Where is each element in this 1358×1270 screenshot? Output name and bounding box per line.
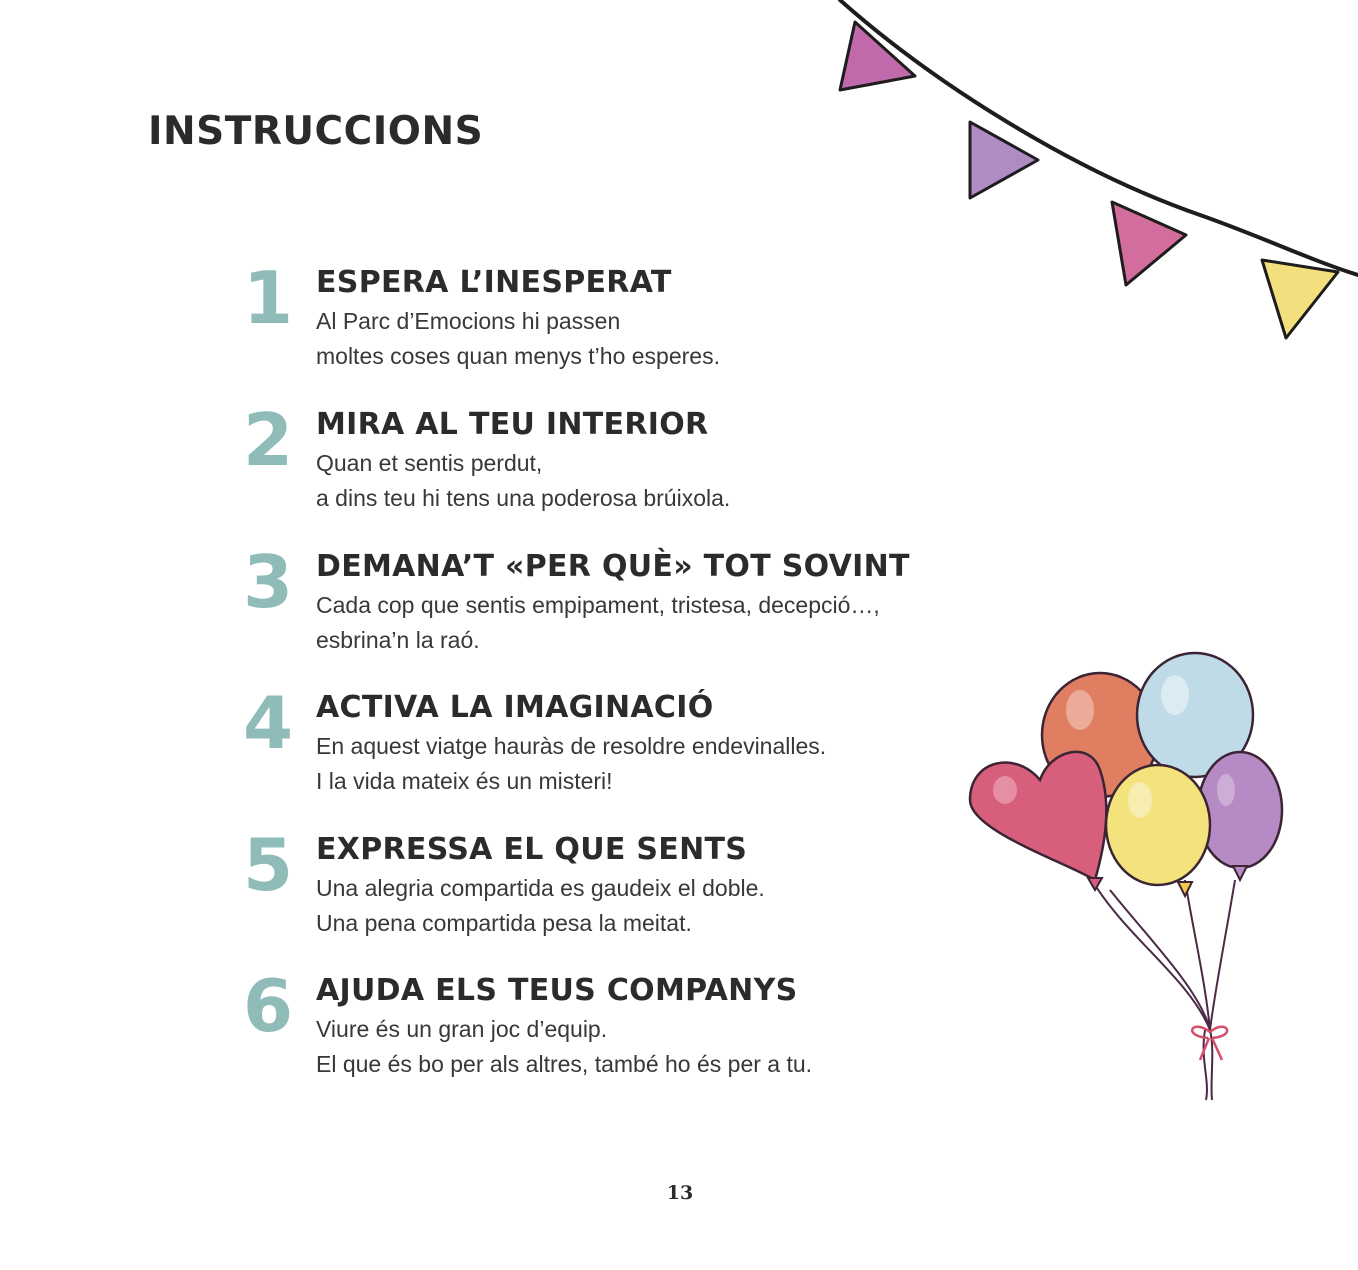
balloon-bunch-icon bbox=[960, 640, 1300, 1110]
step-text-line: esbrina’n la raó. bbox=[316, 627, 480, 653]
step-number: 2 bbox=[242, 398, 294, 482]
step-number: 1 bbox=[242, 256, 294, 340]
step-number: 3 bbox=[242, 540, 294, 624]
step-number: 4 bbox=[242, 681, 294, 765]
instruction-step bbox=[0, 256, 1000, 388]
step-text-line: a dins teu hi tens una poderosa brúixola. bbox=[316, 485, 731, 511]
page-title: INSTRUCCIONS bbox=[148, 109, 484, 154]
instruction-step bbox=[0, 540, 1000, 672]
step-number: 6 bbox=[242, 964, 294, 1048]
step-heading: ACTIVA LA IMAGINACIÓ bbox=[316, 690, 714, 725]
step-number: 5 bbox=[242, 823, 294, 907]
step-text-line: Al Parc d’Emocions hi passen bbox=[316, 308, 621, 334]
step-heading: AJUDA ELS TEUS COMPANYS bbox=[316, 973, 798, 1008]
step-text-line: En aquest viatge hauràs de resoldre endevinalles. bbox=[316, 733, 827, 759]
instruction-step bbox=[0, 681, 1000, 813]
step-text-line: El que és bo per als altres, també ho és per a tu. bbox=[316, 1051, 813, 1077]
page-number: 13 bbox=[666, 1182, 694, 1204]
step-heading: EXPRESSA EL QUE SENTS bbox=[316, 832, 748, 867]
instruction-step bbox=[0, 823, 1000, 955]
step-text-line: Quan et sentis perdut, bbox=[316, 450, 543, 476]
step-heading: ESPERA L’INESPERAT bbox=[316, 265, 672, 300]
instruction-step bbox=[0, 398, 1000, 530]
step-heading: MIRA AL TEU INTERIOR bbox=[316, 407, 709, 442]
step-text-line: moltes coses quan menys t’ho esperes. bbox=[316, 343, 720, 369]
step-text-line: Viure és un gran joc d’equip. bbox=[316, 1016, 608, 1042]
step-text-line: I la vida mateix és un misteri! bbox=[316, 768, 613, 794]
step-heading: DEMANA’T «PER QUÈ» TOT SOVINT bbox=[316, 549, 910, 584]
step-text-line: Una pena compartida pesa la meitat. bbox=[316, 910, 692, 936]
instruction-step bbox=[0, 964, 1000, 1096]
step-text-line: Una alegria compartida es gaudeix el doble. bbox=[316, 875, 765, 901]
step-text-line: Cada cop que sentis empipament, tristesa, decepció…, bbox=[316, 592, 880, 618]
